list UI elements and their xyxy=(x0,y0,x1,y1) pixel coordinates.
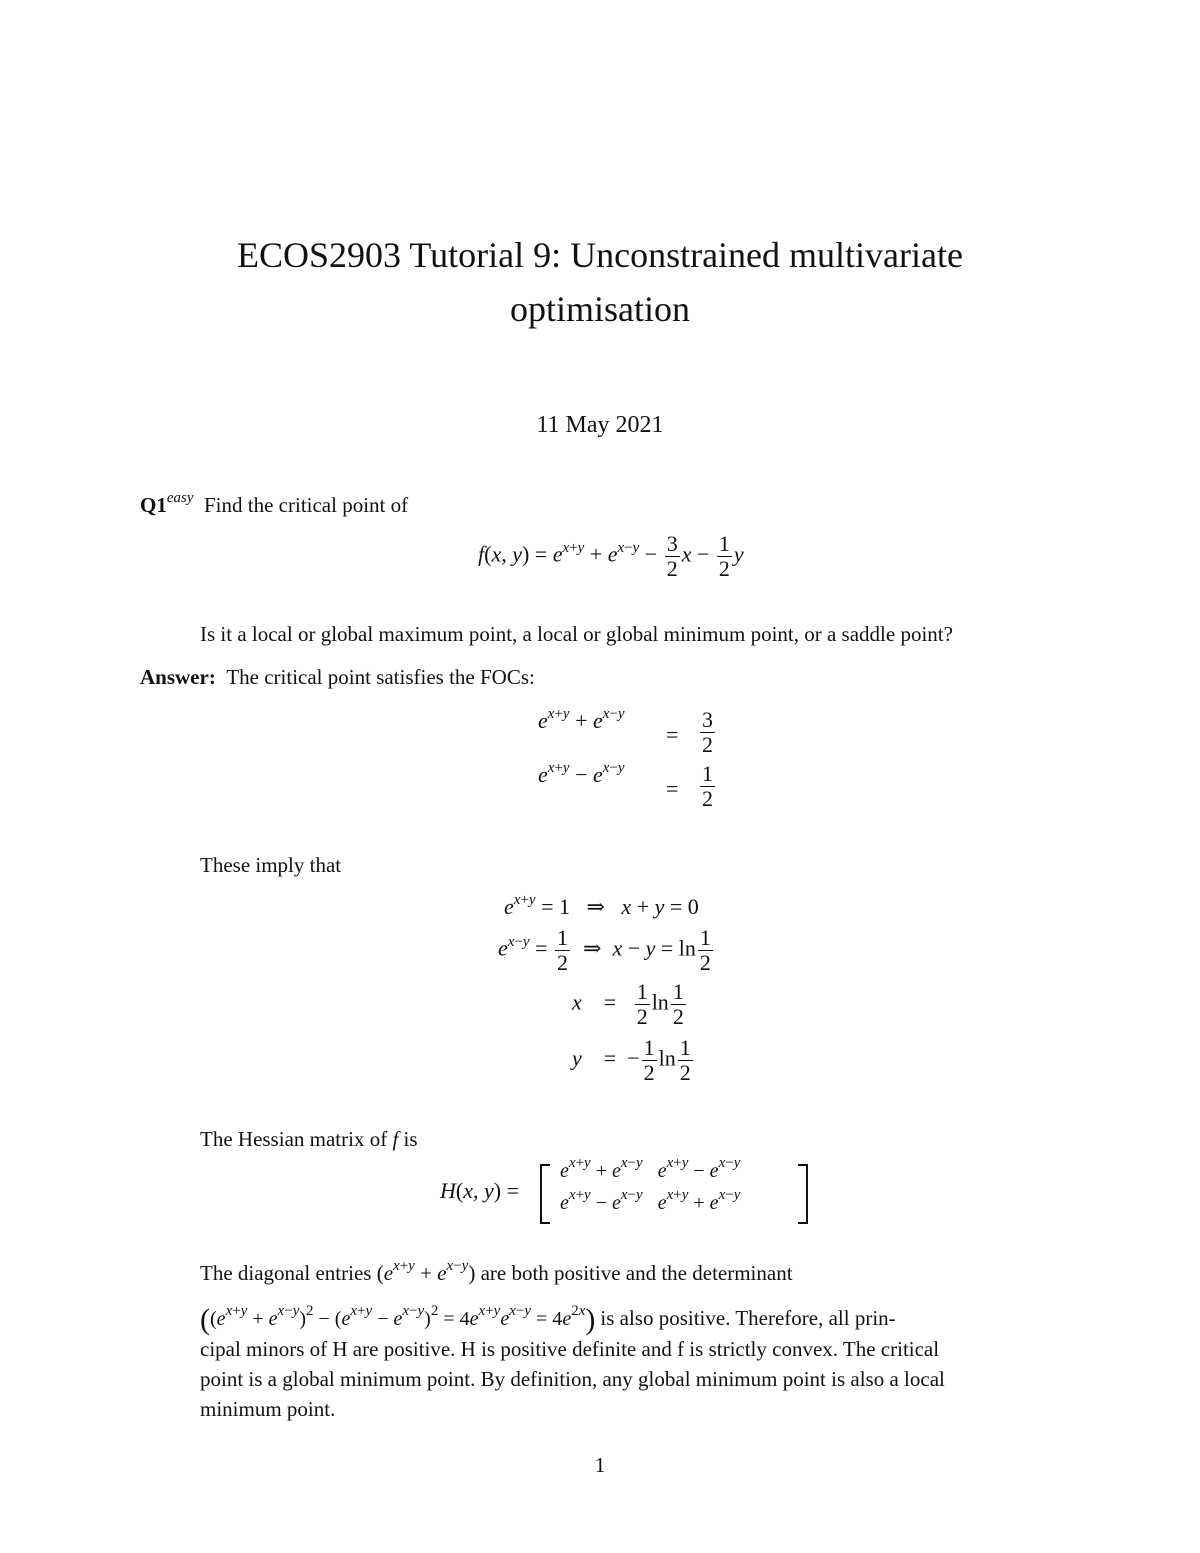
document-title xyxy=(0,228,1200,336)
foc-eq1-rhs: $\frac{3}{2}$ xyxy=(702,707,713,757)
matrix-left-bracket xyxy=(540,1164,550,1224)
q1-label: Q1 xyxy=(140,493,167,517)
hessian-row-1: $e^{x+y} + e^{x-y}$ $e^{x+y} - e^{x-y}$ xyxy=(560,1155,741,1182)
paragraph-line-3: cipal minors of H are positive. H is positive definite and f is strictly convex. The critical xyxy=(200,1337,940,1361)
q1-heading xyxy=(140,490,408,524)
implication-2: $e^{x-y}$ = $\frac{1}{2}$ ⇒ x − y = ln $\frac{1}{2}$ xyxy=(498,925,711,975)
title-line-2: optimisation xyxy=(510,289,690,329)
foc-eq2-rhs: $\frac{1}{2}$ xyxy=(702,761,713,811)
hessian-lhs: H(x, y) = xyxy=(440,1178,519,1203)
diag-post: are both positive and the determinant xyxy=(480,1261,793,1285)
answer-heading xyxy=(140,662,535,693)
q1-prompt: Find the critical point of xyxy=(204,493,409,517)
hessian-row-2: $e^{x+y} - e^{x-y}$ $e^{x+y} + e^{x-y}$ xyxy=(560,1187,741,1214)
foc-equation-2: $e^{x+y} - e^{x-y}$ xyxy=(538,760,625,787)
determinant-line: $((e^{x+y} + e^{x-y})^2 - (e^{x+y} - e^{x-y})^2 = 4e^{x+y}e^{x-y} = 4e^{2x})$ is also positive. Therefore, all prin- xyxy=(200,1303,896,1336)
implication-1: $e^{x+y} = 1$ ⇒ x + y = 0 xyxy=(504,892,699,919)
q1-difficulty: easy xyxy=(166,490,194,506)
hessian-intro: The Hessian matrix of f is xyxy=(200,1127,418,1151)
matrix-right-bracket xyxy=(798,1164,808,1224)
paragraph-line-4: point is a global minimum point. By definition, any global minimum point is also a local xyxy=(200,1367,945,1391)
foc-eq2-sign: = xyxy=(666,776,679,801)
imply-text: These imply that xyxy=(200,853,342,877)
page-number: 1 xyxy=(594,1453,606,1477)
diag-pre: The diagonal entries xyxy=(200,1261,372,1285)
answer-intro: The critical point satisfies the FOCs: xyxy=(226,665,535,689)
solution-y: y = − $\frac{1}{2}$ ln $\frac{1}{2}$ xyxy=(572,1035,691,1085)
diagonal-entries-line: The diagonal entries $(e^{x+y} + e^{x-y})$ are both positive and the determinant xyxy=(200,1258,793,1285)
title-line-1: ECOS2903 Tutorial 9: Unconstrained multivariate xyxy=(237,235,963,275)
hessian-intro-post: is xyxy=(403,1127,418,1151)
foc-equation-1: $e^{x+y} + e^{x-y}$ xyxy=(538,706,625,733)
objective-function-equation: f(x, $y) = e^{x+y} + e^{x-y}$ − $\frac{3}{2}$ x − $\frac{1}{2}$ y xyxy=(478,531,744,581)
foc-eq1-sign: = xyxy=(666,722,679,747)
det-post: is also positive. Therefore, all prin- xyxy=(600,1306,896,1330)
hessian-intro-pre: The Hessian matrix of xyxy=(200,1127,388,1151)
solution-x: x = $\frac{1}{2}$ ln $\frac{1}{2}$ xyxy=(572,979,684,1029)
paragraph-line-5: minimum point. xyxy=(200,1397,336,1421)
answer-label: Answer: xyxy=(140,665,216,689)
document-date: 11 May 2021 xyxy=(536,412,664,438)
q1-question: Is it a local or global maximum point, a local or global minimum point, or a saddle point? xyxy=(200,622,953,646)
